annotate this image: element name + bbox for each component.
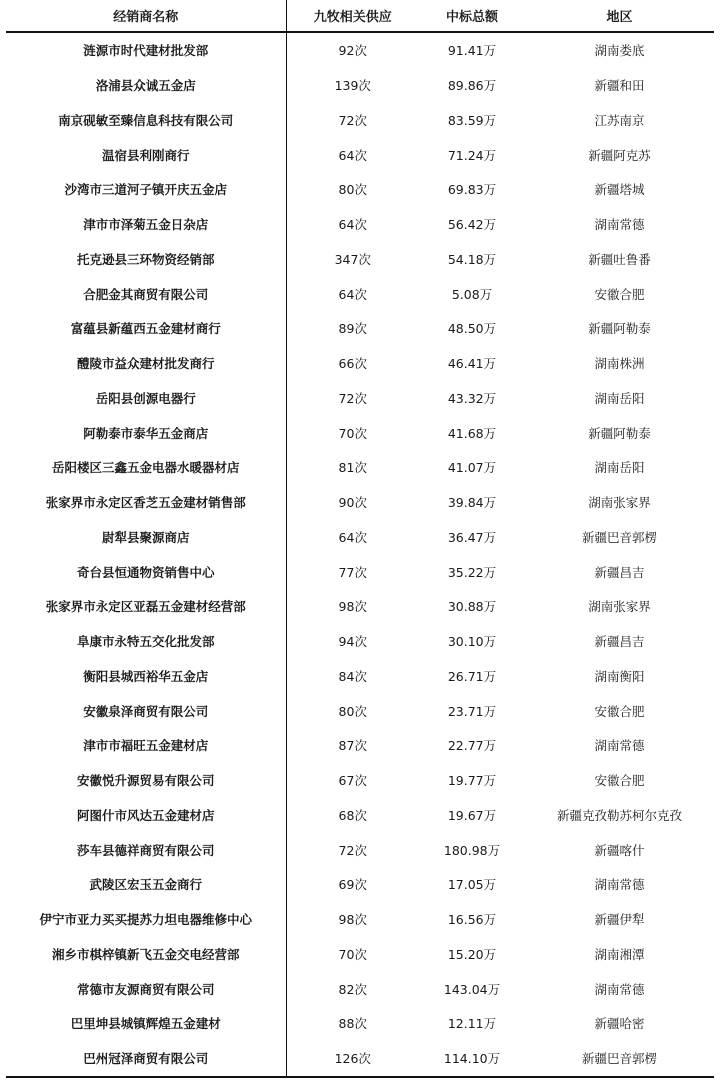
cell-dealer-name: 奇台县恒通物资销售中心 — [6, 554, 286, 589]
cell-dealer-name: 阿图什市风达五金建材店 — [6, 798, 286, 833]
cell-dealer-name: 沙湾市三道河子镇开庆五金店 — [6, 172, 286, 207]
table-row — [6, 381, 714, 416]
table-row — [6, 798, 714, 833]
header-supply-count: 九牧相关供应 — [286, 0, 419, 32]
cell-dealer-name: 南京砚敏至臻信息科技有限公司 — [6, 103, 286, 138]
cell-dealer-name: 温宿县利刚商行 — [6, 137, 286, 172]
cell-region: 新疆昌吉 — [594, 634, 645, 650]
cell-total-amount: 48.50万 — [447, 321, 497, 337]
cell-total-amount: 39.84万 — [447, 495, 497, 511]
cell-region: 新疆吐鲁番 — [588, 251, 651, 267]
cell-region: 湖南常德 — [594, 877, 645, 893]
cell-supply-count: 69次 — [338, 877, 367, 893]
cell-region: 江苏南京 — [594, 112, 645, 128]
cell-dealer-name: 武陵区宏玉五金商行 — [6, 867, 286, 902]
table-row — [6, 276, 714, 311]
cell-dealer-name: 湘乡市棋梓镇新飞五金交电经营部 — [6, 937, 286, 972]
cell-supply-count: 77次 — [338, 564, 367, 580]
cell-total-amount: 30.10万 — [447, 634, 497, 650]
cell-supply-count: 72次 — [338, 390, 367, 406]
cell-supply-count: 72次 — [338, 112, 367, 128]
cell-supply-count: 98次 — [338, 599, 367, 615]
table-row — [6, 172, 714, 207]
table-row — [6, 242, 714, 277]
cell-dealer-name: 富蕴县新蕴西五金建材商行 — [6, 311, 286, 346]
cell-dealer-name: 津市市泽菊五金日杂店 — [6, 207, 286, 242]
table-row — [6, 554, 714, 589]
table-row — [6, 311, 714, 346]
header-dealer-name: 经销商名称 — [6, 0, 286, 32]
cell-total-amount: 71.24万 — [447, 147, 497, 163]
cell-total-amount: 35.22万 — [447, 564, 497, 580]
cell-dealer-name: 安徽泉泽商贸有限公司 — [6, 693, 286, 728]
cell-region: 新疆塔城 — [594, 182, 645, 198]
cell-supply-count: 84次 — [338, 668, 367, 684]
table-row — [6, 346, 714, 381]
table-row — [6, 520, 714, 555]
table-header — [6, 0, 714, 32]
cell-supply-count: 89次 — [338, 321, 367, 337]
cell-total-amount: 23.71万 — [447, 703, 497, 719]
cell-dealer-name: 安徽悦升源贸易有限公司 — [6, 763, 286, 798]
table-row — [6, 693, 714, 728]
cell-dealer-name: 岳阳楼区三鑫五金电器水暖器材店 — [6, 450, 286, 485]
cell-region: 湖南娄底 — [594, 43, 645, 59]
cell-supply-count: 64次 — [338, 286, 367, 302]
cell-total-amount: 19.77万 — [447, 773, 497, 789]
table-row — [6, 415, 714, 450]
cell-supply-count: 139次 — [334, 78, 371, 94]
cell-total-amount: 22.77万 — [447, 738, 497, 754]
cell-dealer-name: 醴陵市益众建材批发商行 — [6, 346, 286, 381]
header-row — [6, 0, 714, 32]
cell-region: 湖南常德 — [594, 738, 645, 754]
cell-region: 新疆阿克苏 — [588, 147, 651, 163]
table-row — [6, 937, 714, 972]
cell-supply-count: 82次 — [338, 981, 367, 997]
cell-total-amount: 5.08万 — [451, 286, 493, 302]
cell-region: 新疆巴音郭楞 — [525, 1041, 714, 1077]
table-row — [6, 728, 714, 763]
cell-total-amount: 143.04万 — [443, 981, 501, 997]
table-row — [6, 902, 714, 937]
cell-region: 湖南岳阳 — [594, 460, 645, 476]
table-row — [6, 1041, 714, 1077]
cell-supply-count: 68次 — [338, 807, 367, 823]
cell-supply-count: 92次 — [338, 43, 367, 59]
table-row — [6, 763, 714, 798]
cell-supply-count: 67次 — [338, 773, 367, 789]
cell-supply-count: 70次 — [338, 946, 367, 962]
table-row — [6, 1006, 714, 1041]
cell-total-amount: 41.68万 — [447, 425, 497, 441]
cell-total-amount: 41.07万 — [447, 460, 497, 476]
cell-total-amount: 54.18万 — [447, 251, 497, 267]
cell-supply-count: 70次 — [338, 425, 367, 441]
cell-region: 湖南常德 — [594, 981, 645, 997]
table-row — [6, 832, 714, 867]
table-row — [6, 589, 714, 624]
cell-supply-count: 88次 — [338, 1016, 367, 1032]
cell-region: 新疆阿勒泰 — [588, 425, 651, 441]
table-row — [6, 624, 714, 659]
table-row — [6, 68, 714, 103]
cell-dealer-name: 阜康市永特五交化批发部 — [6, 624, 286, 659]
cell-supply-count: 64次 — [338, 147, 367, 163]
cell-region: 湖南岳阳 — [594, 390, 645, 406]
cell-region: 安徽合肥 — [594, 286, 645, 302]
cell-total-amount: 69.83万 — [447, 182, 497, 198]
cell-total-amount: 180.98万 — [443, 842, 501, 858]
cell-region: 湖南张家界 — [588, 495, 651, 511]
cell-region: 湖南张家界 — [588, 599, 651, 615]
cell-dealer-name: 阿勒泰市泰华五金商店 — [6, 415, 286, 450]
cell-dealer-name: 津市市福旺五金建材店 — [6, 728, 286, 763]
cell-dealer-name: 岳阳县创源电器行 — [6, 381, 286, 416]
cell-region: 新疆昌吉 — [594, 564, 645, 580]
cell-dealer-name: 巴里坤县城镇辉煌五金建材 — [6, 1006, 286, 1041]
table-body — [6, 32, 714, 1077]
cell-region: 新疆喀什 — [594, 842, 645, 858]
table-row — [6, 450, 714, 485]
dealer-table — [6, 0, 714, 1078]
cell-total-amount: 89.86万 — [447, 78, 497, 94]
cell-total-amount: 114.10万 — [419, 1041, 525, 1077]
cell-total-amount: 83.59万 — [447, 112, 497, 128]
cell-supply-count: 80次 — [338, 703, 367, 719]
cell-dealer-name: 巴州冠泽商贸有限公司 — [6, 1041, 286, 1077]
cell-region: 新疆和田 — [594, 78, 645, 94]
cell-region: 湖南衡阳 — [594, 668, 645, 684]
cell-dealer-name: 衡阳县城西裕华五金店 — [6, 659, 286, 694]
cell-supply-count: 347次 — [334, 251, 371, 267]
cell-dealer-name: 托克逊县三环物资经销部 — [6, 242, 286, 277]
cell-dealer-name: 尉犁县聚源商店 — [6, 520, 286, 555]
cell-region: 新疆阿勒泰 — [588, 321, 651, 337]
cell-dealer-name: 涟源市时代建材批发部 — [6, 32, 286, 68]
cell-dealer-name: 合肥金其商贸有限公司 — [6, 276, 286, 311]
cell-total-amount: 15.20万 — [447, 946, 497, 962]
cell-total-amount: 17.05万 — [447, 877, 497, 893]
cell-dealer-name: 莎车县德祥商贸有限公司 — [6, 832, 286, 867]
cell-total-amount: 12.11万 — [447, 1016, 497, 1032]
cell-supply-count: 126次 — [286, 1041, 419, 1077]
dealer-table-container — [6, 0, 714, 1078]
cell-dealer-name: 常德市友源商贸有限公司 — [6, 971, 286, 1006]
cell-dealer-name: 张家界市永定区亚磊五金建材经营部 — [6, 589, 286, 624]
cell-region: 新疆克孜勒苏柯尔克孜 — [556, 807, 682, 823]
cell-total-amount: 16.56万 — [447, 912, 497, 928]
table-row — [6, 137, 714, 172]
cell-supply-count: 94次 — [338, 634, 367, 650]
cell-total-amount: 19.67万 — [447, 807, 497, 823]
cell-supply-count: 90次 — [338, 495, 367, 511]
cell-region: 新疆哈密 — [594, 1016, 645, 1032]
header-region: 地区 — [525, 0, 714, 32]
cell-total-amount: 26.71万 — [447, 668, 497, 684]
cell-supply-count: 64次 — [338, 529, 367, 545]
cell-total-amount: 30.88万 — [447, 599, 497, 615]
cell-supply-count: 64次 — [338, 217, 367, 233]
cell-total-amount: 56.42万 — [447, 217, 497, 233]
cell-region: 湖南湘潭 — [594, 946, 645, 962]
cell-region: 新疆巴音郭楞 — [581, 529, 657, 545]
table-row — [6, 103, 714, 138]
cell-supply-count: 72次 — [338, 842, 367, 858]
cell-region: 湖南株洲 — [594, 356, 645, 372]
cell-supply-count: 81次 — [338, 460, 367, 476]
cell-total-amount: 43.32万 — [447, 390, 497, 406]
cell-supply-count: 98次 — [338, 912, 367, 928]
table-row — [6, 971, 714, 1006]
table-row — [6, 659, 714, 694]
cell-supply-count: 66次 — [338, 356, 367, 372]
cell-region: 新疆伊犁 — [594, 912, 645, 928]
cell-region: 湖南常德 — [594, 217, 645, 233]
table-row — [6, 485, 714, 520]
cell-region: 安徽合肥 — [594, 773, 645, 789]
cell-dealer-name: 伊宁市亚力买买提苏力坦电器维修中心 — [6, 902, 286, 937]
cell-total-amount: 46.41万 — [447, 356, 497, 372]
cell-dealer-name: 洛浦县众诚五金店 — [6, 68, 286, 103]
header-total-amount: 中标总额 — [419, 0, 525, 32]
cell-total-amount: 36.47万 — [447, 529, 497, 545]
cell-region: 安徽合肥 — [594, 703, 645, 719]
cell-supply-count: 80次 — [338, 182, 367, 198]
table-row — [6, 207, 714, 242]
cell-supply-count: 87次 — [338, 738, 367, 754]
table-row — [6, 867, 714, 902]
cell-dealer-name: 张家界市永定区香芝五金建材销售部 — [6, 485, 286, 520]
table-row — [6, 32, 714, 68]
cell-total-amount: 91.41万 — [447, 43, 497, 59]
